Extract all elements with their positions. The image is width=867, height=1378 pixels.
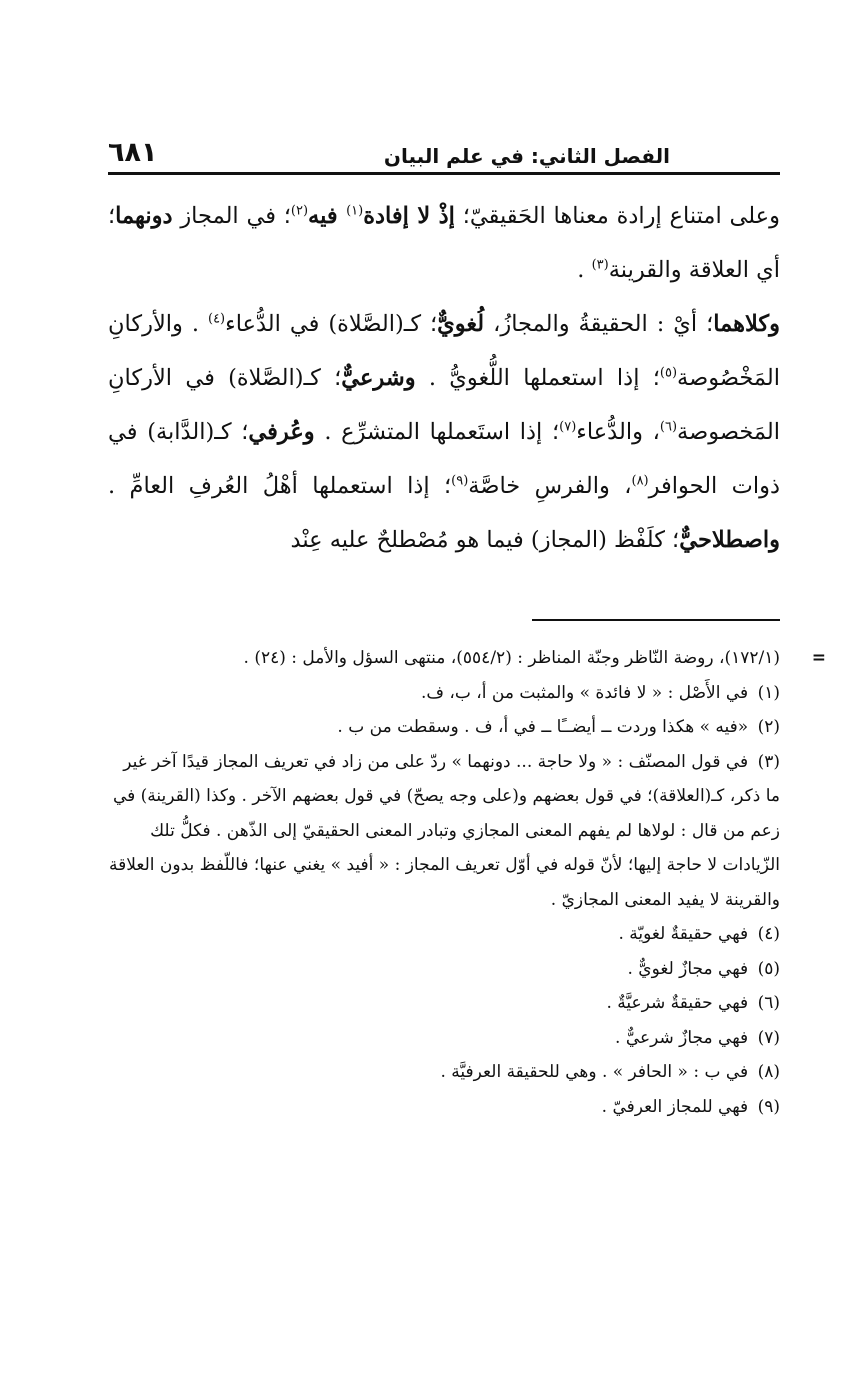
keyword: وكلاهما: [713, 311, 780, 337]
keyword: لُغويٌّ: [437, 311, 485, 337]
paragraph: [108, 189, 780, 297]
footnote: [108, 917, 780, 952]
footnote-number: (١): [757, 682, 780, 703]
text-run: وعلى امتناع إرادة معناها الحَقيقيّ؛: [454, 203, 780, 229]
text-run: ؛ إذا استَعملها المتشرِّع .: [314, 419, 560, 445]
keyword: وعُرفي: [248, 419, 315, 445]
header-rule: [108, 172, 780, 175]
keyword: وشرعيٌّ: [341, 365, 416, 391]
text-run: . والأركانِ المَخْصُوصة: [108, 311, 780, 391]
footnote-number: (٥): [757, 958, 780, 979]
keyword: فيه: [308, 203, 347, 229]
footnote-text: فهي حقيقةٌ لغويّة .: [618, 924, 749, 944]
footnote-list: [108, 676, 780, 1125]
paragraph: [108, 297, 780, 567]
text-run: .: [577, 257, 592, 283]
chapter-title: الفصل الثاني: في علم البيان: [383, 144, 670, 168]
page-number: ٦٨١: [108, 137, 158, 168]
footnote: [108, 1021, 780, 1056]
footnote-number: (٤): [757, 924, 780, 944]
text-run: ؛ أي العلاقة والقرينة: [108, 203, 780, 283]
footnote-text: فهي مجازٌ شرعيٌّ .: [615, 1027, 749, 1048]
continuation-mark: =: [811, 648, 826, 668]
note-marker: (١): [346, 203, 364, 219]
text-run: ، والفرسِ خاصَّة: [468, 473, 632, 499]
footnote: [108, 1090, 780, 1125]
footnote-text: فهي حقيقةٌ شرعيَّةٌ .: [606, 993, 749, 1013]
keyword: إذْ لا إفادة: [363, 203, 455, 229]
footnote: [108, 676, 780, 711]
keyword: دونهما: [115, 203, 173, 229]
footnote-number: (٣): [757, 751, 780, 772]
footnote: [108, 710, 780, 745]
footnote-text: فهي للمجاز العرفيّ .: [601, 1096, 749, 1117]
footnote: [108, 745, 780, 918]
footnote-continuation: [108, 641, 826, 676]
text-run: ؛ كلَفْظ (المجاز) فيما هو مُصْطلحٌ عليه عِنْد: [290, 527, 680, 553]
text-run: ؛ كـ(الصَّلاة) في الأركانِ المَخصوصة: [108, 365, 780, 445]
note-marker: (٤): [207, 311, 226, 327]
footnote-text: في قول المصنّف : « ولا حاجة ... دونهما » ردّ على من زاد في تعريف المجاز قيدًا آخر غير ما ذكر، كـ(العلاقة)؛ في قول بعضهم و(على وجه يصحّ) في قول بعضهم الآخر . وكذا (القرينة) في زعم من قال : لولاها لم يفهم المعنى المجازي وتبادر المعنى الحقيقيّ إلى الذّهن . فكلُّ تلك الزّيادات لا حاجة إليها؛ لأنّ قوله في أوّل تعريف المجاز : « أفيد » يغني عنها؛ فاللّفظ بدون العلاقة والقرينة لا يفيد المعنى المجازيّ .: [109, 751, 780, 910]
continuation-text: (١٧٢/١)، روضة النّاظر وجنّة المناظر : (٥٥٤/٢)، منتهى السؤل والأمل : (٢٤) .: [243, 648, 780, 668]
footnote-separator: [532, 619, 780, 621]
note-marker: (٢): [290, 203, 309, 219]
note-marker: (٥): [659, 365, 678, 381]
text-run: ؛ كـ(الصَّلاة) في الدُّعاء: [225, 311, 438, 337]
running-header: [108, 128, 780, 172]
text-run: ؛ أيْ : الحقيقةُ والمجازُ،: [484, 311, 714, 337]
book-page: [108, 128, 826, 1124]
text-run: ؛ في المجاز: [172, 203, 291, 229]
footnote-text: فهي مجازٌ لغويٌّ .: [627, 958, 749, 979]
keyword: واصطلاحيٌّ: [679, 527, 780, 553]
note-marker: (٨): [631, 473, 649, 489]
note-marker: (٩): [451, 473, 469, 489]
footnote-number: (٧): [757, 1027, 780, 1048]
footnote: [108, 986, 780, 1021]
footnote-number: (٦): [757, 993, 780, 1013]
footnote-text: في ب : « الحافر » . وهي للحقيقة العرفيَّة .: [440, 1062, 749, 1082]
footnote-number: (٩): [757, 1096, 780, 1117]
text-run: ؛ إذا استعملها اللُّغويُّ .: [415, 365, 660, 391]
text-run: ؛ إذا استعملها أهْلُ العُرفِ العامِّ .: [108, 473, 452, 499]
footnote-number: (٨): [757, 1062, 780, 1082]
footnote: [108, 1055, 780, 1090]
text-run: ، والدُّعاء: [576, 419, 660, 445]
note-marker: (٧): [559, 419, 577, 435]
footnote: [108, 952, 780, 987]
note-marker: (٦): [659, 419, 678, 435]
note-marker: (٣): [591, 257, 609, 273]
footnote-text: في الأَصْل : « لا فائدة » والمثبت من أ، ب، ف.: [420, 682, 749, 703]
footnote-text: «فيه » هكذا وردت ــ أيضــًا ــ في أ، ف . وسقطت من ب .: [337, 717, 749, 737]
footnote-number: (٢): [757, 717, 780, 737]
text-run: ؛ كـ(الدَّابة) في ذوات الحوافر: [108, 419, 780, 499]
main-text: [108, 189, 780, 567]
footnotes: [108, 641, 826, 1124]
